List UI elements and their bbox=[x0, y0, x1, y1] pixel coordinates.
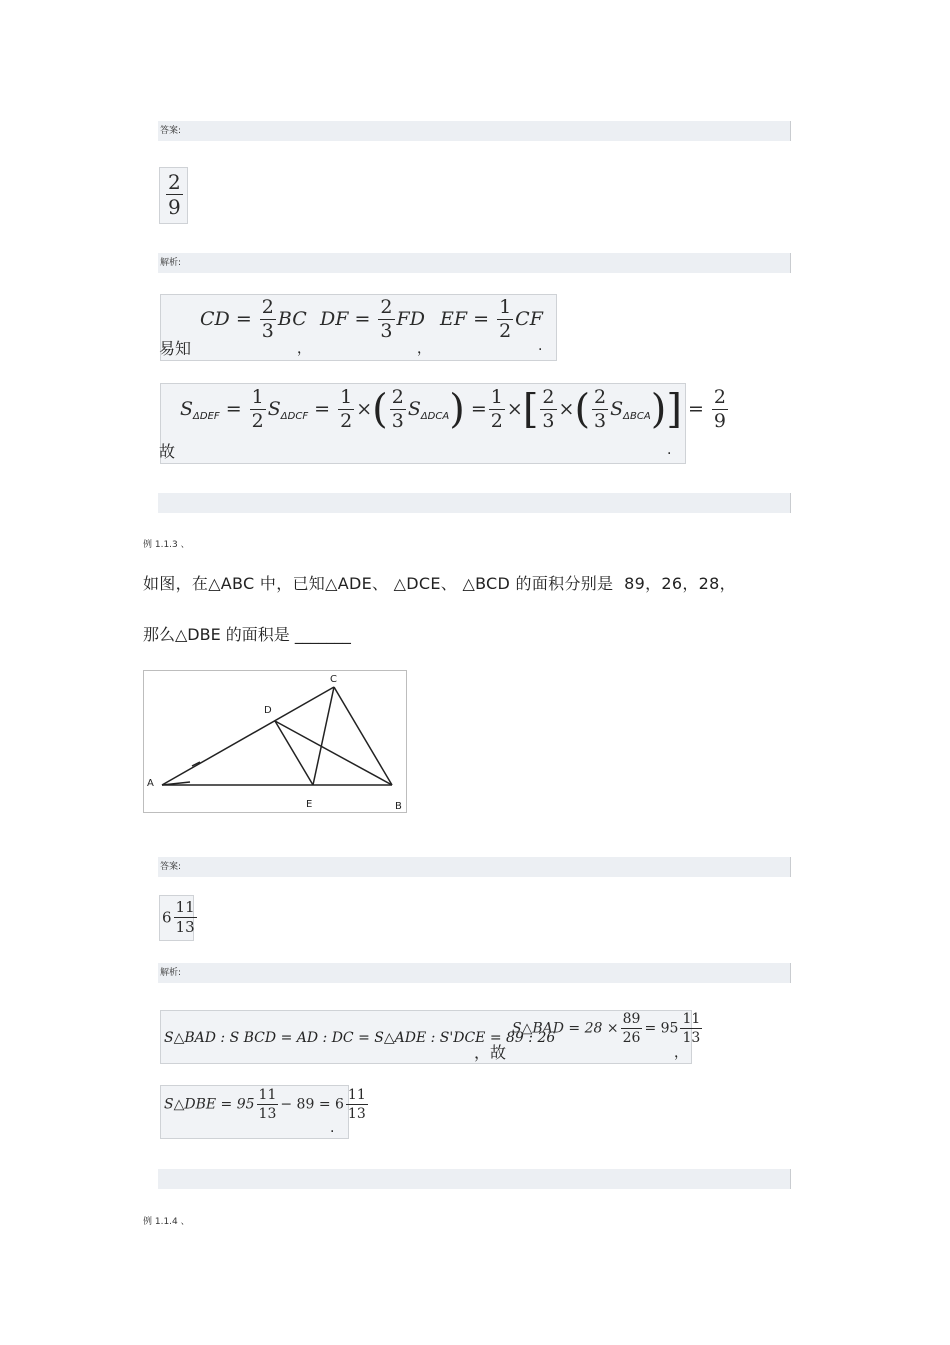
answer-box bbox=[159, 167, 188, 224]
example-label-113: 例 1.1.3 、 bbox=[143, 540, 190, 550]
eq-cd: CD = $\frac{2}{3}$ BC bbox=[200, 296, 307, 342]
comma-2: ， bbox=[417, 341, 431, 357]
separator-bar-1 bbox=[158, 493, 791, 513]
answer-fraction-2: $\frac{11}{13}$ bbox=[175, 898, 195, 936]
answer-header-bar-2 bbox=[158, 857, 791, 877]
question-line-2: 那么△DBE 的面积是 _______ bbox=[143, 625, 351, 644]
answer-whole: 6 bbox=[162, 908, 172, 927]
gu-text-2: ，故 bbox=[474, 1043, 507, 1062]
question-line-1: 如图，在△ABC 中，已知△ADE、 △DCE、 △BCD 的面积分别是 89，26，28， bbox=[143, 574, 736, 593]
area-formula: $S_{\Delta DEF}$ = $\frac{1}{2}$ $S_{\Delta DCF}$ = $\frac{1}{2}$ ×( $\frac{2}{3}$ $S_{\Delta DCA}$) = $\frac{1}{2}$ ×[ $\frac{2}{3}$ ×( $\frac{2}{3}$ $S_{\Delta BCA}$)] = $\frac{2}{9}$ bbox=[180, 386, 727, 433]
area-dbe-formula: S△DBE = 95 $\frac{11}{13}$ − 89 = 6 $\frac{11}{13}$ bbox=[164, 1087, 366, 1122]
example-label-114: 例 1.1.4 、 bbox=[143, 1217, 190, 1227]
eq-ef: EF = $\frac{1}{2}$ CF bbox=[440, 296, 543, 342]
period-2: . bbox=[667, 442, 672, 458]
answer-label: 答案: bbox=[160, 126, 182, 136]
area-bad-formula: S△BAD = 28 × $\frac{89}{26}$ = 95 $\frac{11}{13}$ bbox=[512, 1011, 701, 1046]
analysis-header-bar-2 bbox=[158, 963, 791, 983]
analysis-label: 解析: bbox=[160, 258, 182, 268]
vertex-e-label: E bbox=[306, 799, 313, 810]
vertex-a-label: A bbox=[147, 778, 154, 789]
period-1: . bbox=[538, 338, 543, 354]
answer-label-2: 答案: bbox=[160, 862, 182, 872]
triangle-figure bbox=[143, 670, 407, 813]
gu-text: 故 bbox=[159, 442, 176, 461]
comma-3: ， bbox=[674, 1045, 688, 1061]
analysis-label-2: 解析: bbox=[160, 968, 182, 978]
vertex-b-label: B bbox=[395, 801, 402, 812]
yizhi-text: 易知 bbox=[159, 339, 192, 358]
vertex-c-label: C bbox=[330, 674, 337, 685]
eq-df: DF = $\frac{2}{3}$ FD bbox=[320, 296, 425, 342]
analysis-header-bar bbox=[158, 253, 791, 273]
comma-1: ， bbox=[297, 341, 311, 357]
period-3: . bbox=[330, 1120, 335, 1136]
answer-header-bar bbox=[158, 121, 791, 141]
ratio-equation: S△BAD : S BCD = AD : DC = S△ADE : S'DCE = 89 : 26 bbox=[164, 1030, 556, 1046]
vertex-d-label: D bbox=[264, 705, 272, 716]
answer-box-2 bbox=[159, 895, 194, 941]
answer-fraction: $\frac{2}{9}$ bbox=[168, 170, 181, 219]
separator-bar-2 bbox=[158, 1169, 791, 1189]
